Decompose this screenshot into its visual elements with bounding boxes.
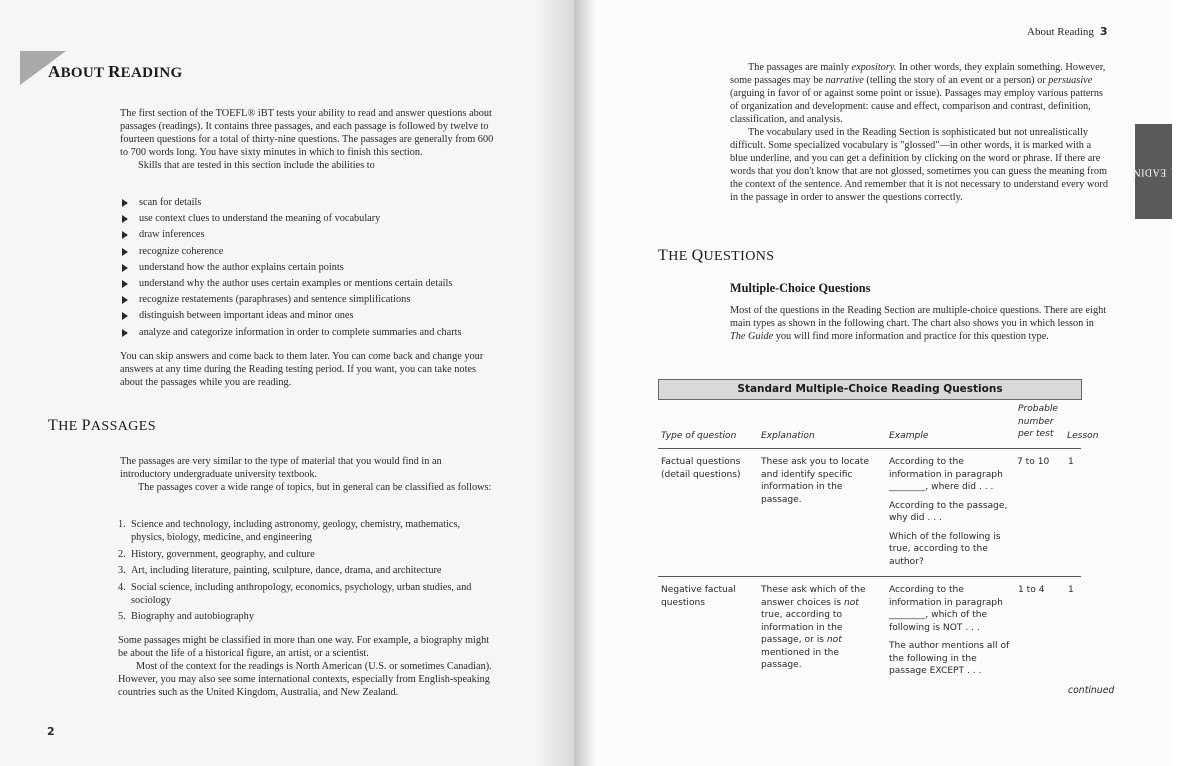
list-item: scan for details (120, 195, 520, 211)
list-item: 1. Science and technology, including astronomy, geology, chemistry, mathematics, physics, biology, medicine, and engineering (118, 519, 461, 543)
table-cell-example: According to the information in paragraph ________, where did . . . According to the passage, why did . . . Which of the following is true, according to the author? (889, 457, 1008, 567)
table-cell-explanation: These ask which of the answer choices is not true, according to information in the passage, or is not mentioned in the passage. (761, 585, 866, 670)
bullet-triangle-icon (122, 231, 128, 239)
col-header-example: Example (889, 431, 929, 441)
col-header-explanation: Explanation (761, 431, 815, 441)
list-item: recognize restatements (paraphrases) and sentence simplifications (120, 292, 520, 308)
list-item: 2. History, government, geography, and culture (118, 548, 315, 560)
expository-text: The passages are mainly expository. In other words, they explain something. However, some passages may be narrative (telling the story of an event or a person) or persuasive (arguing in favor of or against some point or issue). Passages may employ various patterns of organization and development: cause and effect, comparison and contrast, definition, classification, and analysis. The vocabulary used in the Reading Section is sophisticated but not unrealistically difficult. Some specialized vocabulary is "glossed"—in other words, it is marked with a blue underline, and you can get a definition by clicking on the word or phrase. If there are words that you don't know that are not glossed, sometimes you can guess the meaning from the context of the sentence. And remember that it is not necessary to understand every word in the passage in order to answer the questions correctly. (730, 62, 1109, 203)
bullet-triangle-icon (122, 199, 128, 207)
page-gutter-shadow (534, 0, 574, 766)
table-cell-lesson: 1 (1068, 457, 1074, 467)
page-number-right: 3 (1099, 25, 1108, 38)
list-item: recognize coherence (120, 244, 520, 260)
table-divider (658, 448, 1081, 449)
skills-list (120, 195, 520, 341)
list-item: use context clues to understand the meaning of vocabulary (120, 211, 520, 227)
bullet-triangle-icon (122, 329, 128, 337)
mc-intro-text: Most of the questions in the Reading Section are multiple-choice questions. There are eight main types as shown in the following chart. The chart also shows you in which lesson in The Guide you will find more information and practice for this question type. (730, 305, 1107, 342)
table-cell-explanation: These ask you to locate and identify specific information in the passage. (761, 457, 870, 505)
about-reading-heading: ABOUT READING (48, 62, 183, 81)
table-cell-number: 7 to 10 (1017, 457, 1050, 467)
list-item: 3. Art, including literature, painting, sculpture, dance, drama, and architecture (118, 565, 442, 576)
continued-note: continued (1068, 685, 1115, 696)
col-header-lesson: Lesson (1067, 431, 1099, 441)
bullet-triangle-icon (122, 248, 128, 256)
bullet-triangle-icon (122, 296, 128, 304)
list-item: 5. Biography and autobiography (118, 611, 254, 622)
bullet-triangle-icon (122, 215, 128, 223)
table-cell-type: Factual questions (detail questions) (661, 457, 741, 480)
passages-heading: THE PASSAGES (48, 417, 156, 434)
col-header-type: Type of question (661, 431, 737, 441)
page-gutter-shadow (574, 0, 596, 766)
questions-heading: THE QUESTIONS (658, 247, 775, 264)
list-item: understand how the author explains certain points (120, 260, 520, 276)
page-number-left: 2 (47, 725, 55, 738)
intro-text: The first section of the TOEFL® iBT tests your ability to read and answer questions about passages (readings). It contains three passages, and each passage is followed by twelve to fourteen questions for a total of thirty-nine questions. The passages are generally from 600 to 700 words long. You have sixty minutes in which to finish this section. Skills that are tested in this section include the abilities to (120, 108, 494, 171)
col-header-probable: Probable number per test (1018, 404, 1059, 439)
list-item: distinguish between important ideas and minor ones (120, 308, 520, 324)
bullet-triangle-icon (122, 280, 128, 288)
list-item: 4. Social science, including anthropology, economics, psychology, urban studies, and sociology (118, 581, 472, 606)
table-title: Standard Multiple-Choice Reading Questions (658, 379, 1082, 400)
list-item: analyze and categorize information in order to complete summaries and charts (120, 325, 520, 341)
passages-closing: Some passages might be classified in more than one way. For example, a biography might be about the life of a historical figure, an artist, or a scientist. Most of the context for the readings is North American (U.S. or sometimes Canadian). However, you may also see some international contexts, especially from English-speaking countries such as the United Kingdom, Australia, and New Zealand. (118, 635, 492, 698)
table-cell-type: Negative factual questions (661, 585, 736, 608)
table-cell-lesson: 1 (1068, 585, 1074, 595)
table-divider (658, 576, 1081, 577)
running-head: About Reading 3 (1027, 25, 1108, 38)
skip-answers-text: You can skip answers and come back to them later. You can come back and change your answers at any time during the Reading testing period. If you want, you can take notes about the passages while you are reading. (120, 351, 484, 388)
list-item: understand why the author uses certain examples or mentions certain details (120, 276, 520, 292)
reading-side-tab: R EADING (1135, 124, 1172, 219)
list-item: draw inferences (120, 227, 520, 243)
topics-list (118, 518, 496, 627)
passages-intro: The passages are very similar to the type of material that you would find in an introductory undergraduate university textbook. The passages cover a wide range of topics, but in general can be classified as follows: (120, 456, 492, 493)
table-cell-number: 1 to 4 (1018, 585, 1045, 595)
mc-questions-heading: Multiple-Choice Questions (730, 281, 871, 295)
bullet-triangle-icon (122, 312, 128, 320)
bullet-triangle-icon (122, 264, 128, 272)
table-cell-example: According to the information in paragraph ________, which of the following is NOT . . . The author mentions all of the following in the passage EXCEPT . . . (889, 585, 1010, 676)
